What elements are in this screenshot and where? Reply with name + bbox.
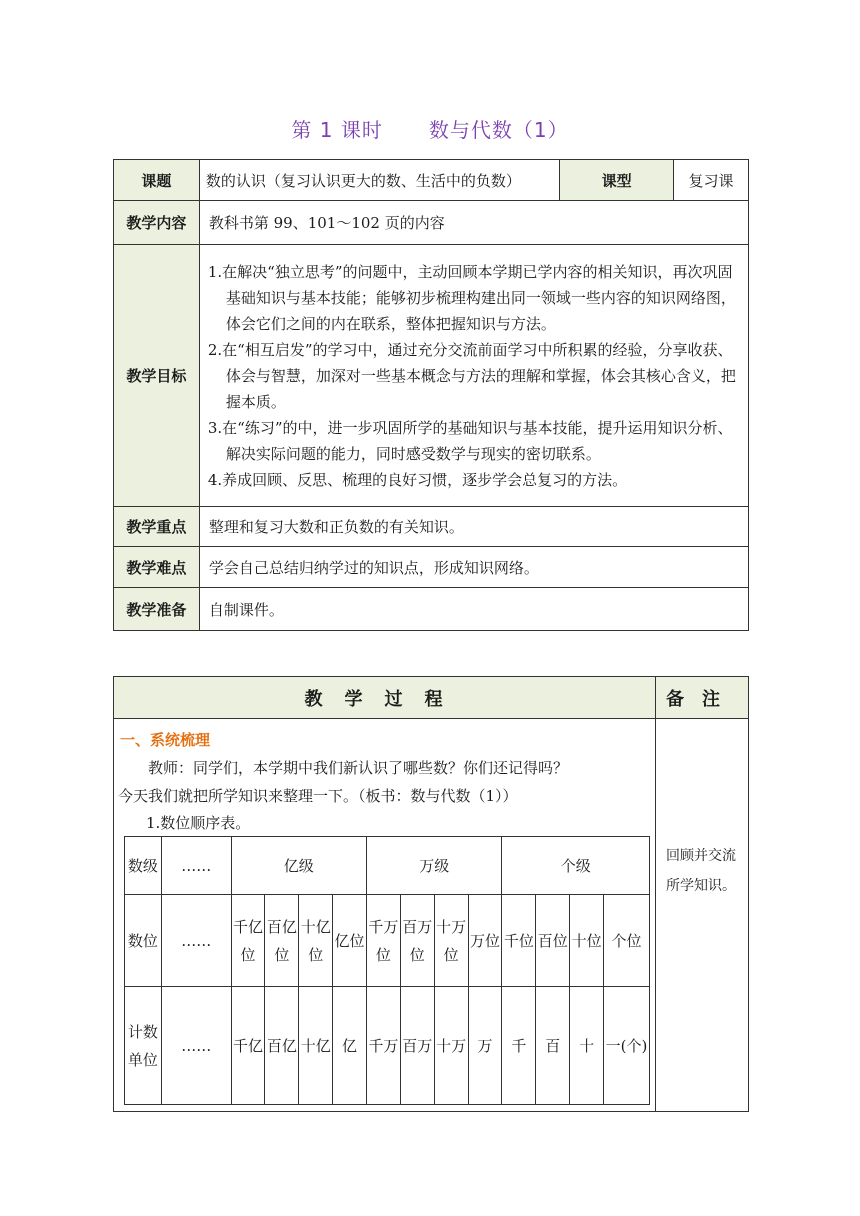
process-header: 教学过程 bbox=[114, 677, 656, 719]
unit-cell: 百万 bbox=[400, 987, 434, 1105]
page-title bbox=[0, 114, 860, 143]
unit-cell: 千 bbox=[502, 987, 536, 1105]
difficulty-label: 教学难点 bbox=[114, 547, 200, 588]
goals-label: 教学目标 bbox=[114, 245, 200, 507]
place-cell: 亿位 bbox=[333, 895, 367, 987]
process-body bbox=[114, 719, 656, 1112]
type-value: 复习课 bbox=[674, 160, 749, 201]
notes-cell bbox=[655, 719, 748, 1112]
place-cell: 千位 bbox=[502, 895, 536, 987]
row-label-level: 数级 bbox=[125, 837, 162, 895]
goal-item: 3.在“练习”的中，进一步巩固所学的基础知识与基本技能，提升运用知识分析、解决实际问题的能力，同时感受数学与现实的密切联系。 bbox=[207, 418, 733, 463]
difficulty-value: 学会自己总结归纳学过的知识点，形成知识网络。 bbox=[199, 547, 748, 588]
place-cell: 千亿位 bbox=[231, 895, 265, 987]
place-cell: 十位 bbox=[570, 895, 604, 987]
place-cell: 百亿位 bbox=[265, 895, 299, 987]
goals-list bbox=[199, 245, 748, 507]
place-cell: 百万位 bbox=[400, 895, 434, 987]
notes-header: 备注 bbox=[655, 677, 748, 719]
topic-label: 课题 bbox=[114, 160, 200, 201]
place-cell: 万位 bbox=[468, 895, 502, 987]
focus-label: 教学重点 bbox=[114, 507, 200, 547]
ellipsis: …… bbox=[161, 987, 231, 1105]
level-wan: 万级 bbox=[366, 837, 501, 895]
unit-cell: 十 bbox=[570, 987, 604, 1105]
lesson-plan-table bbox=[113, 159, 749, 631]
goal-item: 4.养成回顾、反思、梳理的良好习惯，逐步学会总复习的方法。 bbox=[207, 470, 628, 489]
prep-label: 教学准备 bbox=[114, 588, 200, 631]
row-label-place: 数位 bbox=[125, 895, 162, 987]
level-yi: 亿级 bbox=[231, 837, 366, 895]
content-value: 教科书第 99、101～102 页的内容 bbox=[199, 201, 748, 245]
level-ge: 个级 bbox=[502, 837, 650, 895]
unit-cell: 千万 bbox=[366, 987, 400, 1105]
note-text: 回顾并交流所学知识。 bbox=[665, 848, 736, 894]
unit-cell: 十万 bbox=[434, 987, 468, 1105]
topic-value: 数的认识（复习认识更大的数、生活中的负数） bbox=[199, 160, 559, 201]
teaching-process-table bbox=[113, 676, 749, 1112]
teacher-line-1: 教师：同学们，本学期中我们新认识了哪些数？你们还记得吗？ bbox=[148, 759, 569, 777]
lesson-number: 第 1 课时 bbox=[291, 118, 383, 142]
type-label: 课型 bbox=[560, 160, 674, 201]
unit-cell: 一(个) bbox=[604, 987, 650, 1105]
place-cell: 百位 bbox=[536, 895, 570, 987]
place-cell: 千万位 bbox=[366, 895, 400, 987]
unit-cell: 千亿 bbox=[231, 987, 265, 1105]
place-cell: 个位 bbox=[604, 895, 650, 987]
content-label: 教学内容 bbox=[114, 201, 200, 245]
lesson-topic: 数与代数（1） bbox=[428, 118, 569, 142]
section-heading: 一、系统梳理 bbox=[120, 731, 211, 749]
unit-cell: 十亿 bbox=[299, 987, 333, 1105]
item-heading: 1.数位顺序表。 bbox=[146, 814, 251, 832]
unit-cell: 百亿 bbox=[265, 987, 299, 1105]
prep-value: 自制课件。 bbox=[199, 588, 748, 631]
place-cell: 十万位 bbox=[434, 895, 468, 987]
focus-value: 整理和复习大数和正负数的有关知识。 bbox=[199, 507, 748, 547]
unit-cell: 百 bbox=[536, 987, 570, 1105]
ellipsis: …… bbox=[161, 837, 231, 895]
place-cell: 十亿位 bbox=[299, 895, 333, 987]
ellipsis: …… bbox=[161, 895, 231, 987]
place-value-table bbox=[124, 836, 650, 1105]
row-label-unit: 计数单位 bbox=[125, 987, 162, 1105]
unit-cell: 万 bbox=[468, 987, 502, 1105]
teacher-line-2: 今天我们就把所学知识来整理一下。（板书：数与代数（1）） bbox=[118, 787, 518, 805]
goal-item: 1.在解决“独立思考”的问题中，主动回顾本学期已学内容的相关知识，再次巩固基础知识与基本技能；能够初步梳理构建出同一领域一些内容的知识网络图，体会它们之间的内在联系，整体把握知识与方法。 bbox=[207, 262, 736, 333]
goal-item: 2.在“相互启发”的学习中，通过充分交流前面学习中所积累的经验，分享收获、体会与智慧，加深对一些基本概念与方法的理解和掌握，体会其核心含义，把握本质。 bbox=[207, 340, 736, 411]
unit-cell: 亿 bbox=[333, 987, 367, 1105]
